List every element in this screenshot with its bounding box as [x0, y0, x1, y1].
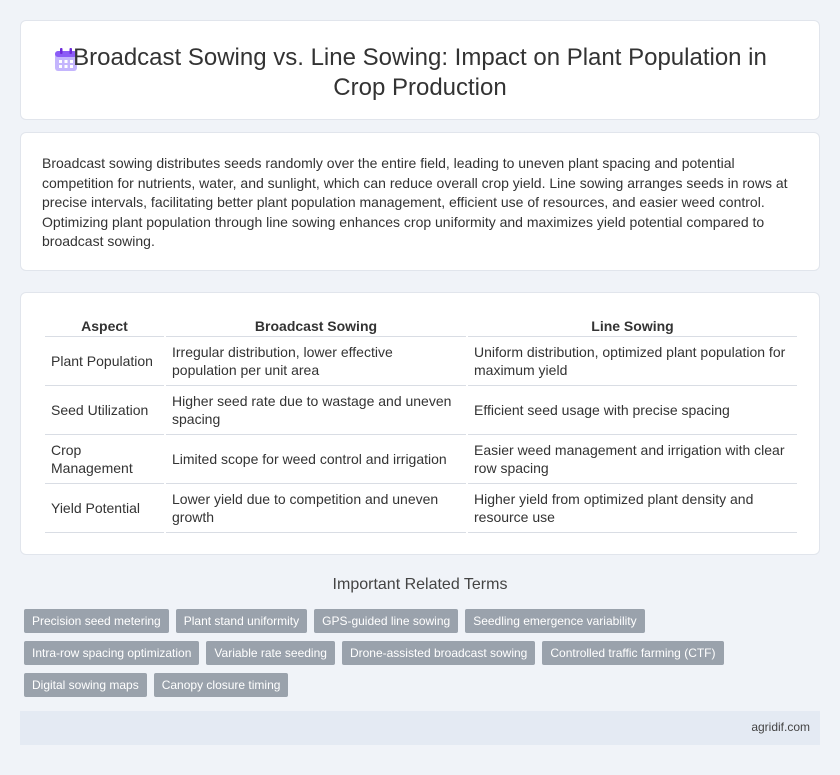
table-cell: Higher seed rate due to wastage and uneven spacing [166, 386, 466, 435]
header-line: Line Sowing [468, 315, 797, 337]
table-cell: Irregular distribution, lower effective population per unit area [166, 337, 466, 386]
summary-text: Broadcast sowing distributes seeds randomly over the entire field, leading to uneven plant spacing and potential competition for nutrients, water, and sunlight, which can reduce overall crop yield. Line sowing arranges seeds in rows at precise intervals, facilitating better plant population management, efficient use of resources, and easier weed control. Optimizing plant population through line sowing enhances crop uniformity and maximizes yield potential compared to broadcast sowing. [42, 155, 788, 250]
tag[interactable]: Plant stand uniformity [176, 609, 307, 633]
comparison-table [43, 315, 799, 533]
table-cell: Lower yield due to competition and uneven growth [166, 484, 466, 533]
comparison-card [20, 292, 820, 555]
tag[interactable]: Variable rate seeding [206, 641, 335, 665]
tag[interactable]: Controlled traffic farming (CTF) [542, 641, 723, 665]
tag[interactable]: Canopy closure timing [154, 673, 289, 697]
tag[interactable]: GPS-guided line sowing [314, 609, 458, 633]
header-broadcast: Broadcast Sowing [166, 315, 466, 337]
table-cell: Limited scope for weed control and irrigation [166, 435, 466, 484]
tag[interactable]: Seedling emergence variability [465, 609, 644, 633]
tag[interactable]: Digital sowing maps [24, 673, 147, 697]
related-terms-title: Important Related Terms [332, 576, 508, 593]
footer-site[interactable]: agridif.com [751, 720, 810, 734]
table-cell: Uniform distribution, optimized plant population for maximum yield [468, 337, 797, 386]
tag-row [24, 641, 804, 665]
tag[interactable]: Drone-assisted broadcast sowing [342, 641, 535, 665]
table-row [45, 484, 797, 533]
table-header-row [45, 315, 797, 337]
summary-card [20, 132, 820, 271]
table-row [45, 386, 797, 435]
page-title [21, 43, 819, 103]
table-cell: Easier weed management and irrigation with clear row spacing [468, 435, 797, 484]
tag[interactable]: Intra-row spacing optimization [24, 641, 199, 665]
title-line-1: Broadcast Sowing vs. Line Sowing: Impact on Plant Population in [73, 44, 767, 71]
table-cell: Yield Potential [45, 484, 164, 533]
title-line-2: Crop Production [333, 74, 507, 101]
table-cell: Seed Utilization [45, 386, 164, 435]
table-row [45, 435, 797, 484]
header-aspect: Aspect [45, 315, 164, 337]
table-cell: Plant Population [45, 337, 164, 386]
title-card [20, 20, 820, 120]
tag-row [24, 609, 804, 633]
tag-row [24, 673, 804, 697]
footer [20, 711, 820, 745]
table-cell: Crop Management [45, 435, 164, 484]
table-row [45, 337, 797, 386]
table-cell: Higher yield from optimized plant density and resource use [468, 484, 797, 533]
tag[interactable]: Precision seed metering [24, 609, 169, 633]
table-cell: Efficient seed usage with precise spacing [468, 386, 797, 435]
related-terms [24, 609, 804, 705]
